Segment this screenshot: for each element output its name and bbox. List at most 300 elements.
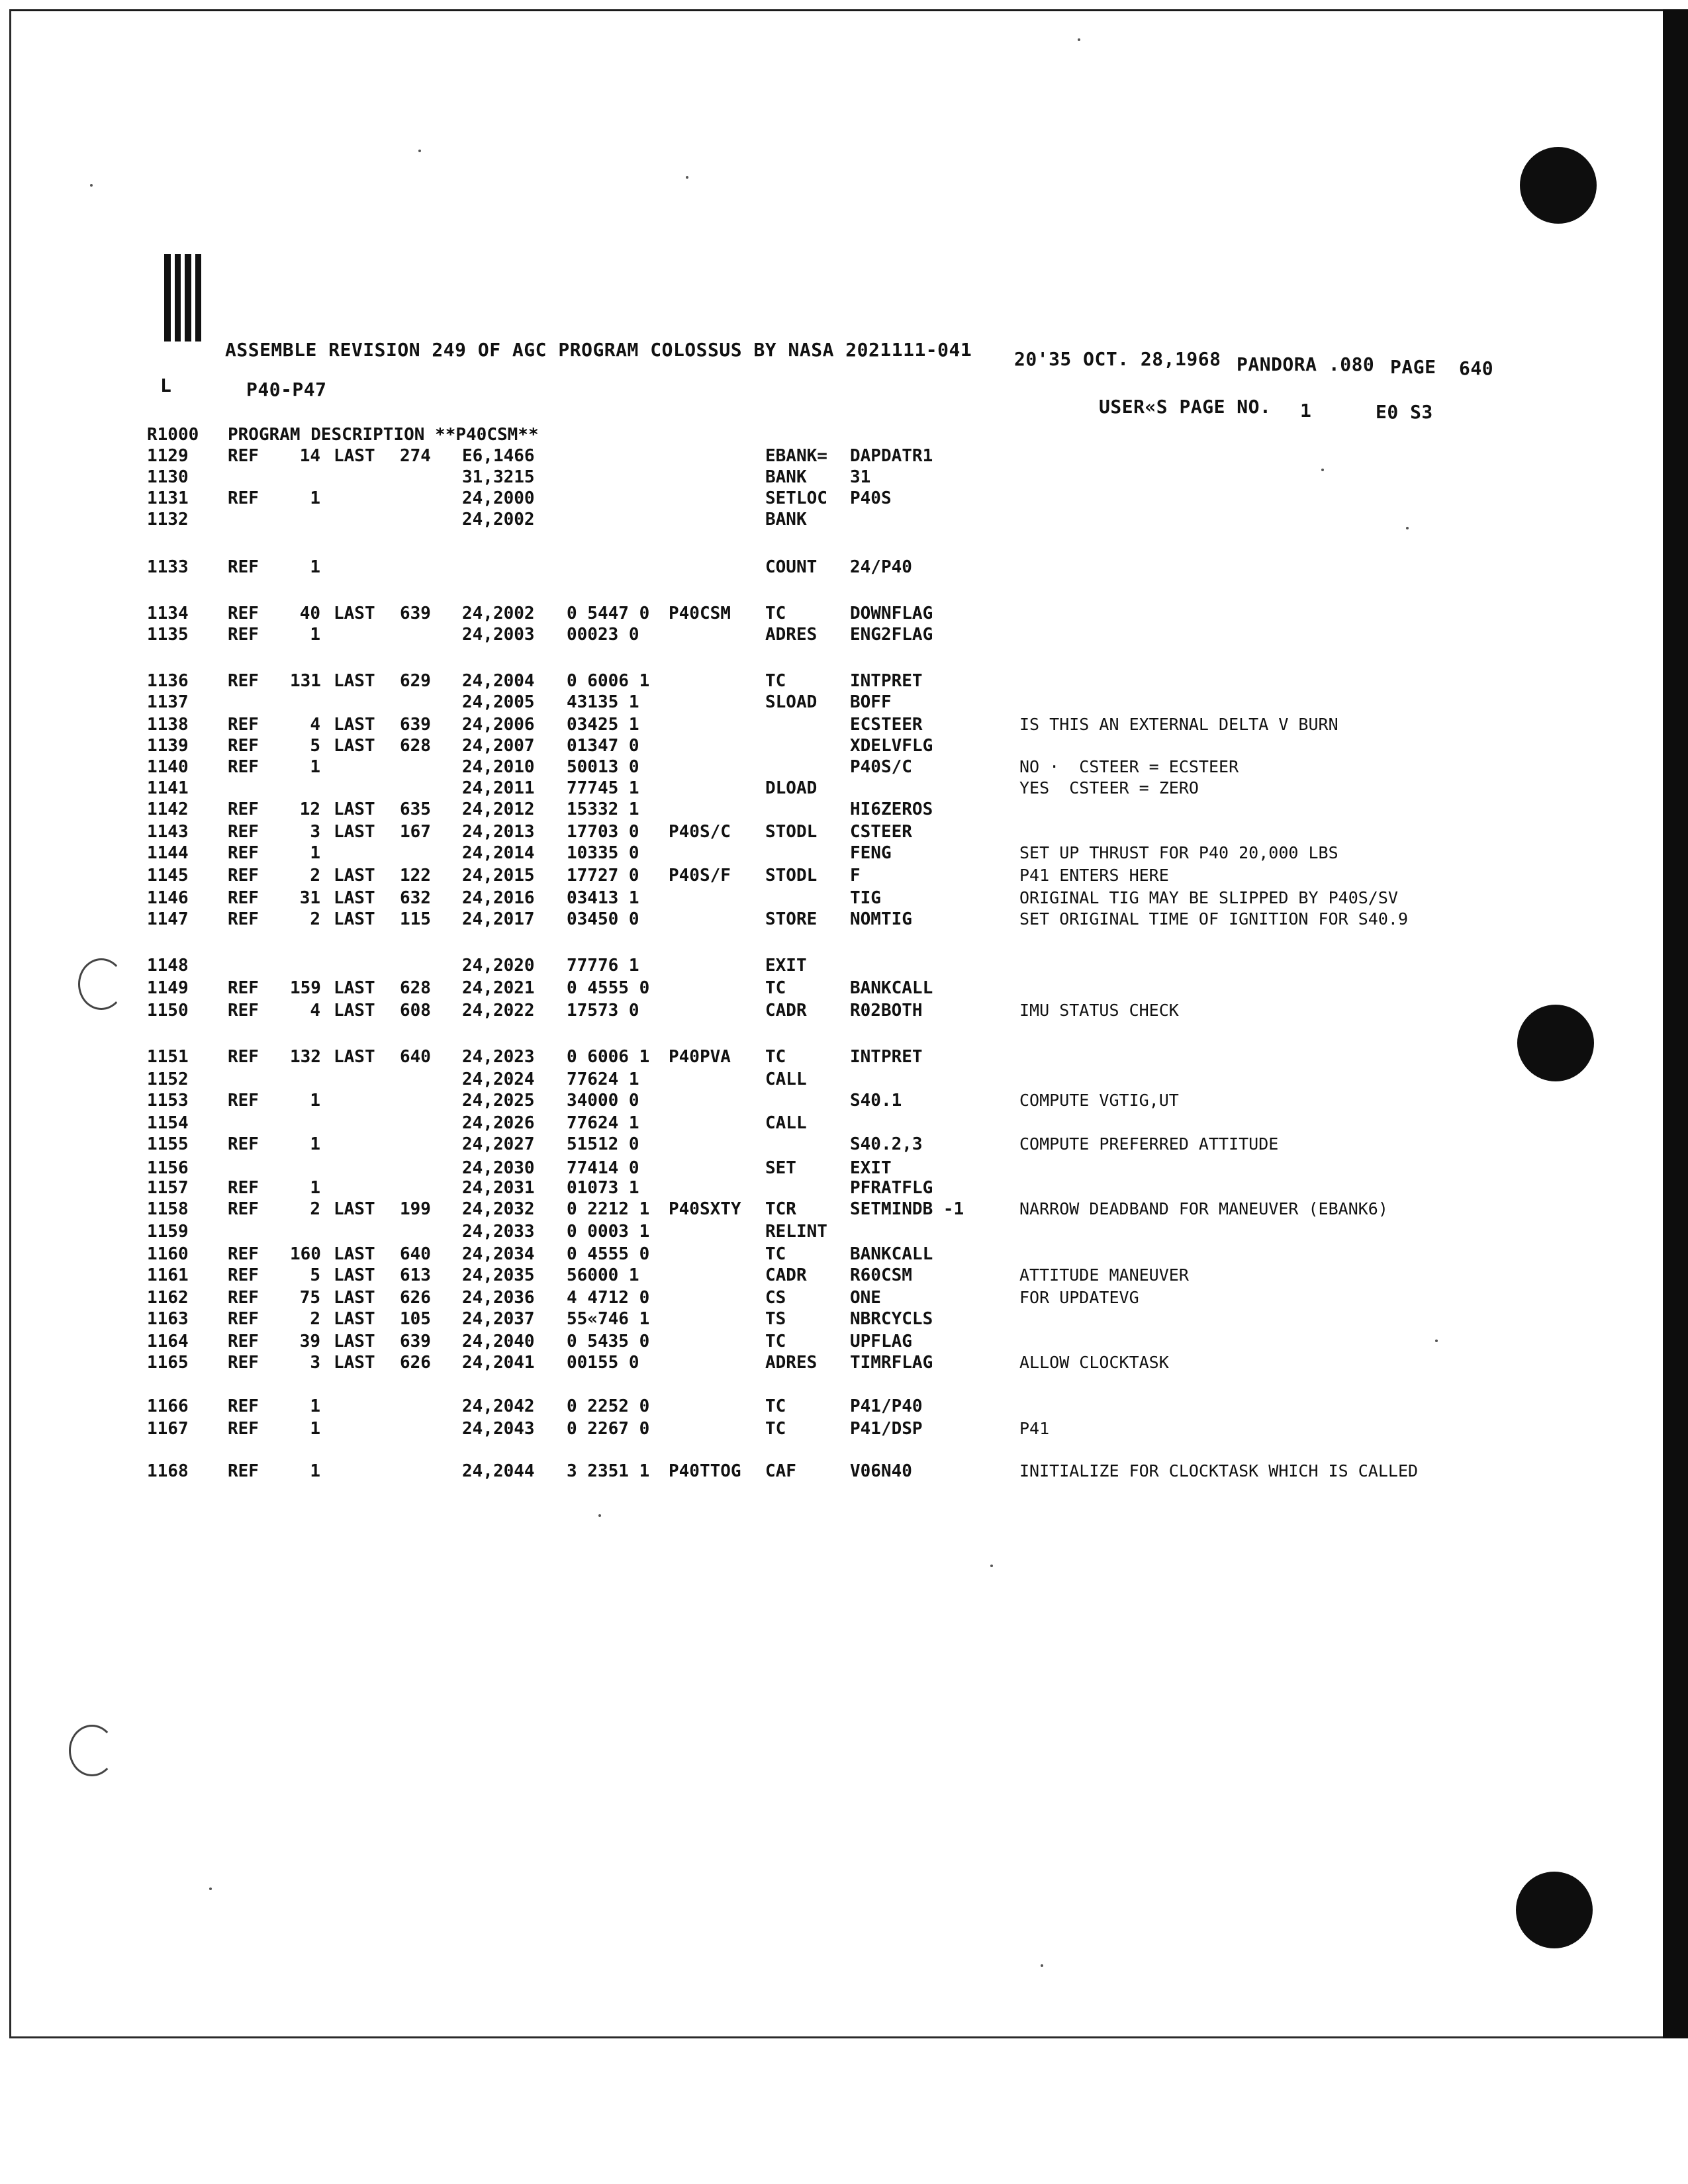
line-number: 1163: [147, 1309, 189, 1329]
opcode: CALL: [765, 1113, 807, 1133]
operand: NOMTIG: [850, 909, 912, 929]
listing-row: [0, 623, 1655, 646]
line-number: 1161: [147, 1265, 189, 1285]
ref-flag: REF: [228, 1396, 259, 1416]
listing-row: [0, 1177, 1655, 1199]
line-number: 1153: [147, 1091, 189, 1111]
ref-count: 160: [290, 1244, 321, 1264]
operand: BOFF: [850, 692, 892, 712]
listing-row: [0, 1264, 1655, 1287]
last-page: 639: [400, 715, 431, 735]
ref-flag: REF: [228, 736, 259, 756]
section-name: P40-P47: [246, 379, 327, 400]
line-number: 1135: [147, 625, 189, 645]
operand: SETMINDB -1: [850, 1199, 964, 1219]
opcode: EXIT: [765, 956, 807, 976]
listing-row: [0, 1460, 1655, 1482]
opcode: TC: [765, 671, 786, 691]
ref-count: 2: [310, 1199, 320, 1219]
comment: COMPUTE PREFERRED ATTITUDE: [1019, 1134, 1279, 1154]
operand: P40S: [850, 488, 892, 508]
ref-count: 132: [290, 1047, 321, 1067]
listing-row: [0, 908, 1655, 931]
ref-flag: REF: [228, 909, 259, 929]
octal-word: 3 2351 1: [567, 1461, 650, 1481]
last-flag: LAST: [334, 799, 375, 819]
listing-row: [0, 508, 1655, 531]
assembly-title: ASSEMBLE REVISION 249 OF AGC PROGRAM COLOSSUS BY NASA 2021111-041: [225, 339, 972, 361]
listing-row: [0, 556, 1655, 578]
ref-count: 14: [299, 446, 320, 466]
line-number: 1142: [147, 799, 189, 819]
comment: IMU STATUS CHECK: [1019, 1001, 1179, 1020]
ref-count: 3: [310, 822, 320, 842]
ref-count: 1: [310, 1178, 320, 1198]
operand: UPFLAG: [850, 1332, 912, 1351]
timestamp: 20'35 OCT. 28,1968: [1014, 348, 1221, 370]
last-page: 199: [400, 1199, 431, 1219]
listing-row: [0, 466, 1655, 488]
line-number: 1150: [147, 1001, 189, 1021]
listing-row: [0, 977, 1655, 999]
octal-word: 0 6006 1: [567, 1047, 650, 1067]
opcode: BANK: [765, 510, 807, 529]
line-number: 1164: [147, 1332, 189, 1351]
last-page: 274: [400, 446, 431, 466]
address: 24,2012: [462, 799, 535, 819]
comment: IS THIS AN EXTERNAL DELTA V BURN: [1019, 715, 1338, 734]
opcode: CADR: [765, 1265, 807, 1285]
octal-word: 0 2252 0: [567, 1396, 650, 1416]
ref-count: 4: [310, 1001, 320, 1021]
section-code: L: [160, 375, 172, 396]
last-page: 115: [400, 909, 431, 929]
octal-word: 55«746 1: [567, 1309, 650, 1329]
last-page: 167: [400, 822, 431, 842]
address: 24,2044: [462, 1461, 535, 1481]
operand: INTPRET: [850, 671, 923, 691]
octal-word: 0 2212 1: [567, 1199, 650, 1219]
last-page: 122: [400, 866, 431, 886]
line-number: 1149: [147, 978, 189, 998]
address: 24,2043: [462, 1419, 535, 1439]
opcode: STODL: [765, 866, 818, 886]
listing-row: [0, 670, 1655, 692]
address: 24,2026: [462, 1113, 535, 1133]
ref-count: 2: [310, 909, 320, 929]
last-page: 639: [400, 604, 431, 623]
octal-word: 01347 0: [567, 736, 639, 756]
listing-row: [0, 777, 1655, 799]
ref-count: 5: [310, 736, 320, 756]
address: 24,2022: [462, 1001, 535, 1021]
octal-word: 17573 0: [567, 1001, 639, 1021]
ref-flag: REF: [228, 757, 259, 777]
address: 24,2002: [462, 510, 535, 529]
ref-flag: REF: [228, 1199, 259, 1219]
last-flag: LAST: [334, 604, 375, 623]
last-flag: LAST: [334, 1244, 375, 1264]
listing-row: [0, 1068, 1655, 1091]
line-number: 1144: [147, 843, 189, 863]
last-page: 105: [400, 1309, 431, 1329]
octal-word: 10335 0: [567, 843, 639, 863]
address: 24,2021: [462, 978, 535, 998]
comment: COMPUTE VGTIG,UT: [1019, 1091, 1179, 1110]
ref-flag: REF: [228, 1419, 259, 1439]
ref-count: 39: [299, 1332, 320, 1351]
symbol-label: P40S/C: [669, 822, 731, 842]
opcode: TCR: [765, 1199, 796, 1219]
listing-row: [0, 1112, 1655, 1134]
line-number: 1133: [147, 557, 189, 577]
address: 24,2013: [462, 822, 535, 842]
ref-count: 3: [310, 1353, 320, 1373]
punch-hole-top: [1520, 147, 1597, 224]
octal-word: 00023 0: [567, 625, 639, 645]
operand: INTPRET: [850, 1047, 923, 1067]
ref-flag: REF: [228, 1001, 259, 1021]
last-page: 628: [400, 736, 431, 756]
opcode: COUNT: [765, 557, 818, 577]
ref-count: 1: [310, 1134, 320, 1154]
ref-count: 1: [310, 625, 320, 645]
ref-flag: REF: [228, 488, 259, 508]
operand: R02BOTH: [850, 1001, 923, 1021]
last-flag: LAST: [334, 1001, 375, 1021]
operand: DAPDATR1: [850, 446, 933, 466]
line-number: 1166: [147, 1396, 189, 1416]
ring-mark-lower: [69, 1725, 115, 1776]
operand: R60CSM: [850, 1265, 912, 1285]
opcode: TS: [765, 1309, 786, 1329]
operand: BANKCALL: [850, 978, 933, 998]
opcode: TC: [765, 604, 786, 623]
line-number: 1151: [147, 1047, 189, 1067]
octal-word: 00155 0: [567, 1353, 639, 1373]
symbol-label: P40CSM: [669, 604, 731, 623]
listing-row: [0, 1395, 1655, 1418]
listing-row: [0, 1243, 1655, 1265]
address: 24,2035: [462, 1265, 535, 1285]
line-number: 1136: [147, 671, 189, 691]
address: 24,2031: [462, 1178, 535, 1198]
ref-flag: REF: [228, 843, 259, 863]
address: 24,2023: [462, 1047, 535, 1067]
comment: NARROW DEADBAND FOR MANEUVER (EBANK6): [1019, 1199, 1388, 1218]
octal-word: 0 5447 0: [567, 604, 650, 623]
line-number: 1131: [147, 488, 189, 508]
line-number: 1152: [147, 1069, 189, 1089]
ref-count: 12: [299, 799, 320, 819]
comment: P41: [1019, 1419, 1050, 1438]
operand: FENG: [850, 843, 892, 863]
ref-flag: REF: [228, 604, 259, 623]
octal-word: 34000 0: [567, 1091, 639, 1111]
octal-word: 01073 1: [567, 1178, 639, 1198]
ref-flag: REF: [228, 715, 259, 735]
octal-word: 4 4712 0: [567, 1288, 650, 1308]
address: 24,2004: [462, 671, 535, 691]
ref-flag: REF: [228, 446, 259, 466]
line-number: 1156: [147, 1158, 189, 1178]
listing-row: [0, 1198, 1655, 1220]
line-number: 1157: [147, 1178, 189, 1198]
listing-row: [0, 1351, 1655, 1374]
last-flag: LAST: [334, 1265, 375, 1285]
octal-word: 03425 1: [567, 715, 639, 735]
ref-flag: REF: [228, 1047, 259, 1067]
octal-word: 03413 1: [567, 888, 639, 908]
ref-count: 75: [299, 1288, 320, 1308]
comment: P41 ENTERS HERE: [1019, 866, 1169, 885]
printout-sheet: [9, 9, 1673, 2038]
last-flag: LAST: [334, 715, 375, 735]
octal-word: 0 2267 0: [567, 1419, 650, 1439]
octal-word: 77776 1: [567, 956, 639, 976]
octal-word: 77624 1: [567, 1069, 639, 1089]
operand: TIG: [850, 888, 881, 908]
opcode: CAF: [765, 1461, 796, 1481]
ref-count: 31: [299, 888, 320, 908]
ref-flag: REF: [228, 1265, 259, 1285]
line-number: 1132: [147, 510, 189, 529]
ref-count: 1: [310, 1461, 320, 1481]
ref-count: 2: [310, 866, 320, 886]
listing-row: [0, 887, 1655, 909]
ref-count: 131: [290, 671, 321, 691]
line-number: 1148: [147, 956, 189, 976]
opcode: ADRES: [765, 1353, 818, 1373]
user-page-number: 1: [1300, 400, 1312, 422]
listing-row: [0, 798, 1655, 821]
address: 24,2003: [462, 625, 535, 645]
octal-word: 51512 0: [567, 1134, 639, 1154]
operand: ONE: [850, 1288, 881, 1308]
line-number: 1162: [147, 1288, 189, 1308]
listing-row: [0, 602, 1655, 625]
operand: P40S/C: [850, 757, 912, 777]
user-page-label: USER«S PAGE NO.: [1099, 396, 1272, 418]
opcode: TC: [765, 1419, 786, 1439]
pandora-id: PANDORA .080: [1237, 353, 1375, 375]
last-flag: LAST: [334, 978, 375, 998]
ref-flag: REF: [228, 866, 259, 886]
operand: F: [850, 866, 861, 886]
ref-flag: REF: [228, 1288, 259, 1308]
ref-flag: REF: [228, 1309, 259, 1329]
listing-row: [0, 999, 1655, 1022]
listing-row: [0, 1157, 1655, 1179]
comment: ATTITUDE MANEUVER: [1019, 1265, 1189, 1285]
symbol-label: P40PVA: [669, 1047, 731, 1067]
opcode: TC: [765, 978, 786, 998]
listing-row: [0, 756, 1655, 778]
ref-count: 1: [310, 488, 320, 508]
line-number: 1155: [147, 1134, 189, 1154]
operand: EXIT: [850, 1158, 892, 1178]
last-page: 608: [400, 1001, 431, 1021]
line-number: 1146: [147, 888, 189, 908]
address: 24,2025: [462, 1091, 535, 1111]
last-flag: LAST: [334, 1353, 375, 1373]
ref-flag: REF: [228, 888, 259, 908]
operand: PFRATFLG: [850, 1178, 933, 1198]
opcode: TC: [765, 1396, 786, 1416]
comment: ORIGINAL TIG MAY BE SLIPPED BY P40S/SV: [1019, 888, 1398, 907]
last-page: 626: [400, 1288, 431, 1308]
line-number: 1141: [147, 778, 189, 798]
listing-row: [0, 735, 1655, 757]
ref-flag: REF: [228, 625, 259, 645]
operand: TIMRFLAG: [850, 1353, 933, 1373]
symbol-label: P40TTOG: [669, 1461, 741, 1481]
comment: FOR UPDATEVG: [1019, 1288, 1139, 1307]
line-number: 1140: [147, 757, 189, 777]
address: 24,2005: [462, 692, 535, 712]
line-number: 1165: [147, 1353, 189, 1373]
address: 24,2000: [462, 488, 535, 508]
line-number: 1139: [147, 736, 189, 756]
last-page: 629: [400, 671, 431, 691]
ref-flag: REF: [228, 671, 259, 691]
operand: S40.2,3: [850, 1134, 923, 1154]
address: 24,2010: [462, 757, 535, 777]
octal-word: 0 4555 0: [567, 978, 650, 998]
listing-row: [0, 1046, 1655, 1068]
address: 24,2011: [462, 778, 535, 798]
ref-flag: PROGRAM DESCRIPTION **P40CSM**: [228, 425, 539, 445]
opcode: BANK: [765, 467, 807, 487]
ref-count: 1: [310, 1419, 320, 1439]
comment: INITIALIZE FOR CLOCKTASK WHICH IS CALLED: [1019, 1461, 1419, 1480]
listing-row: [0, 1418, 1655, 1440]
comment: ALLOW CLOCKTASK: [1019, 1353, 1169, 1372]
last-flag: LAST: [334, 1047, 375, 1067]
ref-count: 1: [310, 1091, 320, 1111]
address: 24,2042: [462, 1396, 535, 1416]
e-code: E0 S3: [1376, 401, 1433, 423]
octal-word: 0 5435 0: [567, 1332, 650, 1351]
ref-count: 1: [310, 557, 320, 577]
octal-word: 56000 1: [567, 1265, 639, 1285]
listing-row: [0, 821, 1655, 843]
listing-row: [0, 842, 1655, 864]
last-flag: LAST: [334, 866, 375, 886]
line-number: 1159: [147, 1222, 189, 1242]
line-number: 1160: [147, 1244, 189, 1264]
address: 24,2032: [462, 1199, 535, 1219]
opcode: SETLOC: [765, 488, 827, 508]
opcode: SET: [765, 1158, 796, 1178]
address: 24,2014: [462, 843, 535, 863]
ref-flag: REF: [228, 978, 259, 998]
last-page: 626: [400, 1353, 431, 1373]
line-number: 1130: [147, 467, 189, 487]
operand: CSTEER: [850, 822, 912, 842]
line-number: 1134: [147, 604, 189, 623]
opcode: EBANK=: [765, 446, 827, 466]
operand: P41/P40: [850, 1396, 923, 1416]
address: 24,2036: [462, 1288, 535, 1308]
ref-flag: REF: [228, 1332, 259, 1351]
line-number: R1000: [147, 425, 199, 445]
listing-row: [0, 487, 1655, 510]
last-flag: LAST: [334, 1288, 375, 1308]
octal-word: 0 6006 1: [567, 671, 650, 691]
address: 24,2006: [462, 715, 535, 735]
octal-word: 03450 0: [567, 909, 639, 929]
last-page: 639: [400, 1332, 431, 1351]
address: 24,2024: [462, 1069, 535, 1089]
last-page: 613: [400, 1265, 431, 1285]
ref-flag: REF: [228, 557, 259, 577]
operand: 31: [850, 467, 871, 487]
ref-flag: REF: [228, 1134, 259, 1154]
comment: YES CSTEER = ZERO: [1019, 778, 1199, 797]
ref-flag: REF: [228, 1353, 259, 1373]
last-flag: LAST: [334, 822, 375, 842]
ref-flag: REF: [228, 822, 259, 842]
octal-word: 0 4555 0: [567, 1244, 650, 1264]
opcode: CALL: [765, 1069, 807, 1089]
ref-count: 159: [290, 978, 321, 998]
operand: BANKCALL: [850, 1244, 933, 1264]
address: 31,3215: [462, 467, 535, 487]
opcode: SLOAD: [765, 692, 818, 712]
address: 24,2040: [462, 1332, 535, 1351]
ref-count: 2: [310, 1309, 320, 1329]
page-label: PAGE: [1390, 356, 1436, 378]
listing-row: [0, 954, 1655, 977]
punch-hole-bottom: [1516, 1872, 1593, 1948]
last-page: 628: [400, 978, 431, 998]
address: 24,2033: [462, 1222, 535, 1242]
page-number: 640: [1459, 357, 1494, 379]
ref-count: 1: [310, 757, 320, 777]
last-flag: LAST: [334, 446, 375, 466]
ref-count: 1: [310, 1396, 320, 1416]
last-flag: LAST: [334, 909, 375, 929]
opcode: TC: [765, 1244, 786, 1264]
octal-word: 43135 1: [567, 692, 639, 712]
last-page: 640: [400, 1244, 431, 1264]
line-number: 1167: [147, 1419, 189, 1439]
listing-row: [0, 713, 1655, 736]
last-page: 635: [400, 799, 431, 819]
octal-word: 77745 1: [567, 778, 639, 798]
last-flag: LAST: [334, 1309, 375, 1329]
operand: XDELVFLG: [850, 736, 933, 756]
comment: SET UP THRUST FOR P40 20,000 LBS: [1019, 843, 1338, 862]
line-number: 1168: [147, 1461, 189, 1481]
last-page: 640: [400, 1047, 431, 1067]
comment: NO · CSTEER = ECSTEER: [1019, 757, 1239, 776]
address: 24,2027: [462, 1134, 535, 1154]
address: 24,2015: [462, 866, 535, 886]
ref-flag: REF: [228, 1178, 259, 1198]
operand: ECSTEER: [850, 715, 923, 735]
listing-row: [0, 691, 1655, 713]
operand: HI6ZEROS: [850, 799, 933, 819]
opcode: RELINT: [765, 1222, 827, 1242]
listing-row: [0, 1220, 1655, 1243]
operand: V06N40: [850, 1461, 912, 1481]
operand: P41/DSP: [850, 1419, 923, 1439]
address: 24,2037: [462, 1309, 535, 1329]
address: 24,2020: [462, 956, 535, 976]
listing-row: [0, 1330, 1655, 1353]
